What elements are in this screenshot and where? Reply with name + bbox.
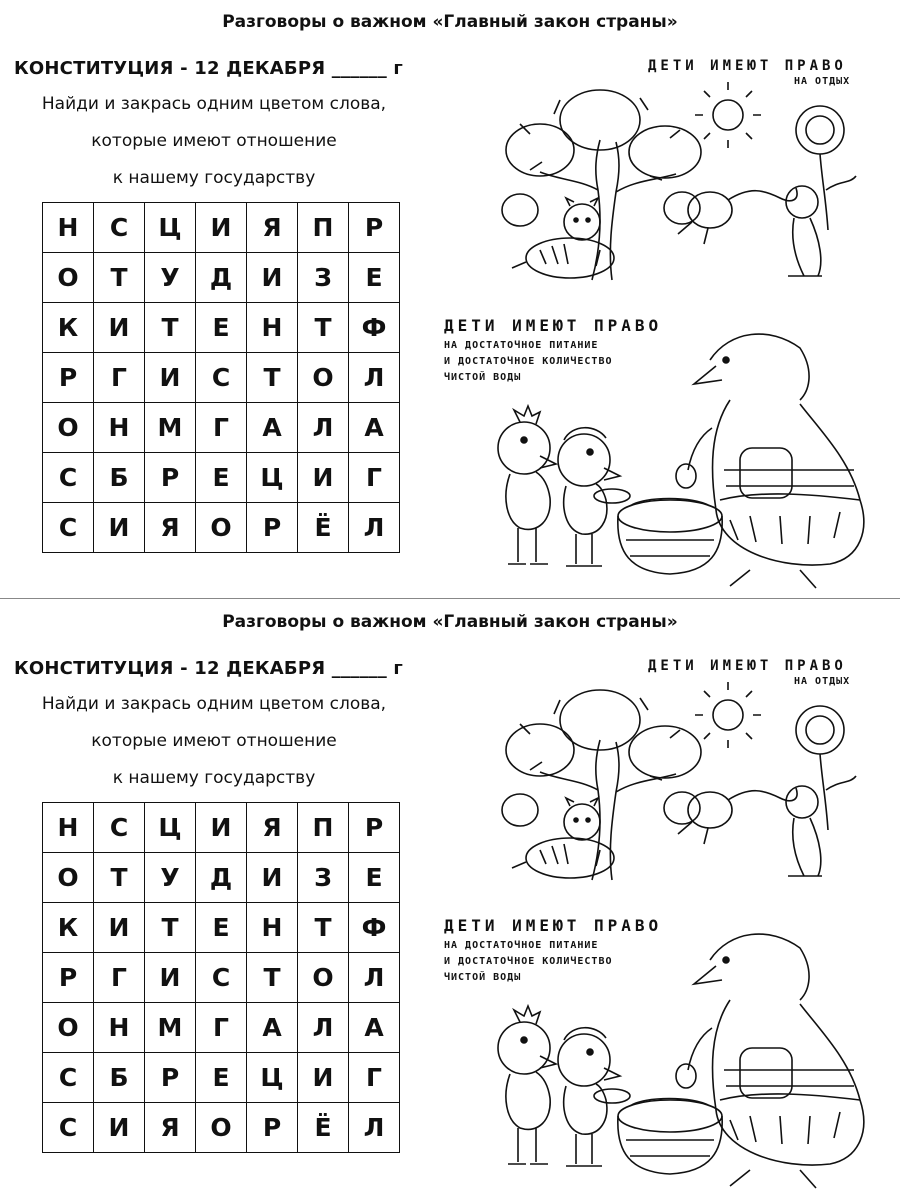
grid-cell[interactable]: И (94, 1103, 145, 1153)
worksheet-header: Разговоры о важном «Главный закон страны» (222, 12, 678, 32)
grid-cell[interactable]: П (298, 803, 349, 853)
grid-row (43, 1103, 400, 1153)
grid-cell[interactable]: С (43, 1053, 94, 1103)
grid-cell[interactable]: О (43, 403, 94, 453)
food-illustration (480, 920, 880, 1192)
sunflower-icon (796, 106, 856, 230)
grid-cell[interactable]: Р (349, 203, 400, 253)
grid-cell[interactable]: Ё (298, 503, 349, 553)
grid-row (43, 853, 400, 903)
rest-caption-subtitle: НА ОТДЫХ (794, 76, 851, 87)
grid-cell[interactable]: С (43, 503, 94, 553)
grid-cell[interactable]: П (298, 203, 349, 253)
grid-row (43, 953, 400, 1003)
grid-cell[interactable]: Ц (247, 1053, 298, 1103)
grid-cell[interactable]: Я (145, 503, 196, 553)
grid-row (43, 1053, 400, 1103)
grid-cell[interactable]: С (43, 1103, 94, 1153)
instruction-line-3: к нашему государству (112, 168, 316, 188)
grid-cell[interactable]: О (43, 1003, 94, 1053)
grid-row (43, 303, 400, 353)
grid-cell[interactable]: Е (196, 1053, 247, 1103)
grid-cell[interactable]: Я (247, 803, 298, 853)
grid-cell[interactable]: И (145, 953, 196, 1003)
grid-cell[interactable]: О (43, 853, 94, 903)
grid-cell[interactable]: О (43, 253, 94, 303)
grid-cell[interactable]: Т (145, 903, 196, 953)
food-caption-line-3: ЧИСТОЙ ВОДЫ (444, 372, 522, 383)
grid-cell[interactable]: Р (145, 1053, 196, 1103)
rest-caption-title: ДЕТИ ИМЕЮТ ПРАВО (648, 658, 847, 674)
pot-icon (618, 1028, 722, 1174)
worksheet-header: Разговоры о важном «Главный закон страны» (222, 612, 678, 632)
grid-cell[interactable]: Г (349, 1053, 400, 1103)
grid-cell[interactable]: Л (298, 1003, 349, 1053)
grid-cell[interactable]: О (196, 503, 247, 553)
grid-cell[interactable]: Р (43, 953, 94, 1003)
grid-cell[interactable]: Н (94, 1003, 145, 1053)
food-caption-line-3: ЧИСТОЙ ВОДЫ (444, 972, 522, 983)
chick-icon (558, 428, 630, 566)
grid-cell[interactable]: Я (145, 1103, 196, 1153)
grid-row (43, 403, 400, 453)
grid-cell[interactable]: Р (349, 803, 400, 853)
grid-cell[interactable]: О (298, 353, 349, 403)
grid-cell[interactable]: Д (196, 253, 247, 303)
grid-cell[interactable]: С (94, 803, 145, 853)
monkey-icon (678, 786, 822, 876)
grid-cell[interactable]: И (94, 303, 145, 353)
grid-cell[interactable]: Т (94, 253, 145, 303)
grid-cell[interactable]: К (43, 903, 94, 953)
grid-cell[interactable]: Л (349, 953, 400, 1003)
sun-icon (695, 682, 761, 748)
grid-cell[interactable]: Е (196, 453, 247, 503)
grid-cell[interactable]: С (196, 953, 247, 1003)
grid-cell[interactable]: Б (94, 453, 145, 503)
grid-cell[interactable]: И (247, 853, 298, 903)
grid-cell[interactable]: Р (43, 353, 94, 403)
page-divider (0, 598, 900, 599)
sunflower-icon (796, 706, 856, 830)
tree-icon (502, 90, 701, 280)
grid-cell[interactable]: Ф (349, 903, 400, 953)
grid-cell[interactable]: Г (196, 403, 247, 453)
grid-cell[interactable]: М (145, 1003, 196, 1053)
instruction-line-1: Найди и закрась одним цветом слова, (41, 694, 387, 714)
grid-cell[interactable]: Е (349, 253, 400, 303)
pot-icon (618, 428, 722, 574)
food-illustration (480, 320, 880, 592)
grid-cell[interactable]: Н (43, 203, 94, 253)
grid-cell[interactable]: О (298, 953, 349, 1003)
grid-cell[interactable]: А (247, 1003, 298, 1053)
worksheet-bottom (0, 600, 900, 1200)
grid-cell[interactable]: Т (298, 903, 349, 953)
chick-icon (558, 1028, 630, 1166)
grid-cell[interactable]: А (247, 403, 298, 453)
grid-cell[interactable]: Р (247, 503, 298, 553)
food-caption-line-2: И ДОСТАТОЧНОЕ КОЛИЧЕСТВО (444, 356, 613, 367)
grid-cell[interactable]: Г (196, 1003, 247, 1053)
grid-cell[interactable]: Л (298, 403, 349, 453)
food-caption-title: ДЕТИ ИМЕЮТ ПРАВО (444, 316, 663, 335)
grid-cell[interactable]: И (145, 353, 196, 403)
constitution-date-line: КОНСТИТУЦИЯ - 12 ДЕКАБРЯ ______ г (14, 58, 404, 79)
grid-cell[interactable]: Л (349, 503, 400, 553)
grid-cell[interactable]: Т (247, 953, 298, 1003)
instruction-line-2: которые имеют отношение (91, 131, 337, 151)
tree-icon (502, 690, 701, 880)
grid-cell[interactable]: Т (94, 853, 145, 903)
grid-cell[interactable]: К (43, 303, 94, 353)
grid-cell[interactable]: Г (349, 453, 400, 503)
grid-cell[interactable]: Ё (298, 1103, 349, 1153)
grid-cell[interactable]: И (298, 1053, 349, 1103)
grid-cell[interactable]: А (349, 403, 400, 453)
chick-icon (498, 406, 556, 564)
monkey-icon (678, 186, 822, 276)
grid-cell[interactable]: У (145, 853, 196, 903)
grid-row (43, 453, 400, 503)
instruction-line-3: к нашему государству (112, 768, 316, 788)
grid-cell[interactable]: Л (349, 353, 400, 403)
constitution-date-line: КОНСТИТУЦИЯ - 12 ДЕКАБРЯ ______ г (14, 658, 404, 679)
grid-cell[interactable]: Ц (145, 203, 196, 253)
hen-icon (694, 934, 864, 1188)
hen-icon (694, 334, 864, 588)
grid-row (43, 803, 400, 853)
grid-cell[interactable]: Т (298, 303, 349, 353)
grid-row (43, 253, 400, 303)
grid-cell[interactable]: Г (94, 353, 145, 403)
grid-cell[interactable]: Ф (349, 303, 400, 353)
instruction-line-1: Найди и закрась одним цветом слова, (41, 94, 387, 114)
grid-cell[interactable]: Н (94, 403, 145, 453)
grid-row (43, 503, 400, 553)
grid-cell[interactable]: М (145, 403, 196, 453)
grid-cell[interactable]: Е (196, 303, 247, 353)
rest-illustration (500, 680, 860, 890)
grid-cell[interactable]: Р (247, 1103, 298, 1153)
grid-cell[interactable]: Н (43, 803, 94, 853)
grid-cell[interactable]: У (145, 253, 196, 303)
grid-cell[interactable]: З (298, 253, 349, 303)
chick-icon (498, 1006, 556, 1164)
grid-cell[interactable]: З (298, 853, 349, 903)
grid-cell[interactable]: Ц (145, 803, 196, 853)
instruction-line-2: которые имеют отношение (91, 731, 337, 751)
rest-caption-subtitle: НА ОТДЫХ (794, 676, 851, 687)
grid-cell[interactable]: Л (349, 1103, 400, 1153)
letter-grid (42, 202, 400, 553)
grid-cell[interactable]: Н (247, 303, 298, 353)
grid-cell[interactable]: Б (94, 1053, 145, 1103)
grid-cell[interactable]: Т (247, 353, 298, 403)
rest-illustration (500, 80, 860, 290)
grid-cell[interactable]: Р (145, 453, 196, 503)
grid-row (43, 1003, 400, 1053)
grid-cell[interactable]: А (349, 1003, 400, 1053)
food-caption-line-1: НА ДОСТАТОЧНОЕ ПИТАНИЕ (444, 340, 599, 351)
grid-cell[interactable]: Д (196, 853, 247, 903)
grid-cell[interactable]: И (94, 503, 145, 553)
rest-caption-title: ДЕТИ ИМЕЮТ ПРАВО (648, 58, 847, 74)
grid-cell[interactable]: И (247, 253, 298, 303)
grid-cell[interactable]: Г (94, 953, 145, 1003)
grid-cell[interactable]: И (94, 903, 145, 953)
grid-cell[interactable]: Ц (247, 453, 298, 503)
grid-cell[interactable]: С (94, 203, 145, 253)
grid-cell[interactable]: Е (349, 853, 400, 903)
grid-row (43, 903, 400, 953)
grid-cell[interactable]: И (196, 203, 247, 253)
grid-cell[interactable]: Т (145, 303, 196, 353)
sun-icon (695, 82, 761, 148)
letter-grid (42, 802, 400, 1153)
food-caption-line-2: И ДОСТАТОЧНОЕ КОЛИЧЕСТВО (444, 956, 613, 967)
grid-cell[interactable]: С (43, 453, 94, 503)
grid-cell[interactable]: И (196, 803, 247, 853)
grid-cell[interactable]: И (298, 453, 349, 503)
grid-cell[interactable]: О (196, 1103, 247, 1153)
grid-row (43, 203, 400, 253)
food-caption-line-1: НА ДОСТАТОЧНОЕ ПИТАНИЕ (444, 940, 599, 951)
grid-cell[interactable]: Е (196, 903, 247, 953)
grid-cell[interactable]: С (196, 353, 247, 403)
grid-cell[interactable]: Н (247, 903, 298, 953)
grid-row (43, 353, 400, 403)
food-caption-title: ДЕТИ ИМЕЮТ ПРАВО (444, 916, 663, 935)
grid-cell[interactable]: Я (247, 203, 298, 253)
